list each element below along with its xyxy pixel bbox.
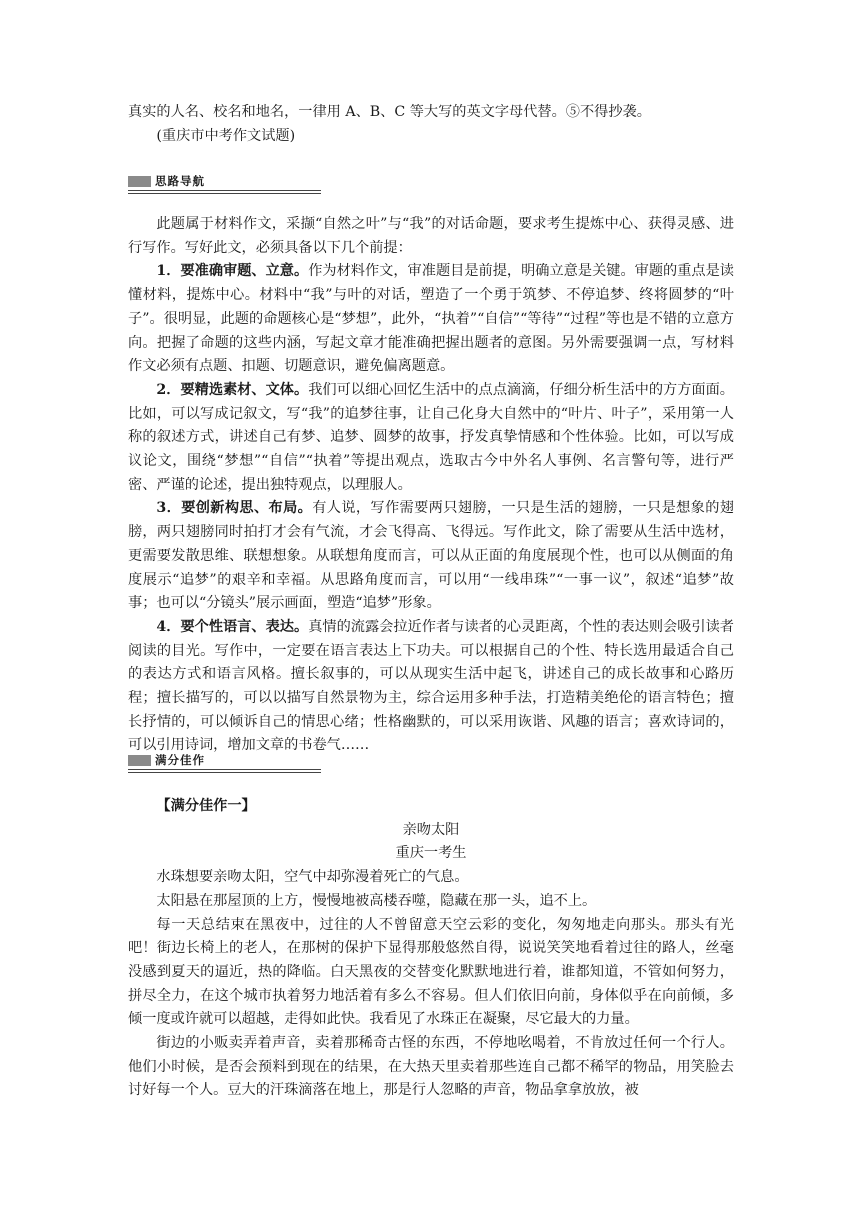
divider — [128, 193, 321, 194]
section-marker — [128, 176, 151, 187]
essay-title: 亲吻太阳 — [402, 821, 460, 838]
intro-source: (重庆市中考作文试题) — [156, 127, 296, 144]
approach-point-2 — [128, 379, 734, 498]
point-title: 4．要个性语言、表达。 — [156, 618, 309, 635]
point-body: 有人说，写作需要两只翅膀，一只是生活的翅膀，一只是想象的翅膀，两只翅膀同时拍打才会有气流，才会飞得高、飞得远。写作此文，除了需要从生活中选材，更需要发散思维、联想想象。从联想角度而言，可以从正面的角度展现个性，也可以从侧面的角度展示“追梦”的艰辛和幸福。从思路角度而言，可以用“一线串珠”“一事一议”，叙述“追梦”故事；也可以“分镜头”展示画面，塑造“追梦”形象。 — [128, 500, 734, 612]
essay-paragraph: 街边的小贩卖弄着声音，卖着那稀奇古怪的东西，不停地吆喝着，不肯放过任何一个行人。他们小时候，是否会预料到现在的结果，在大热天里卖着那些连自己都不稀罕的物品，用笑脸去讨好每一个人。豆大的汗珠滴落在地上，那是行人忽略的声音，物品拿拿放放，被 — [128, 1035, 734, 1099]
section-header-essays — [128, 751, 321, 773]
section-marker — [128, 755, 151, 766]
approach-point-1 — [128, 260, 734, 379]
section-heading: 满分佳作 — [155, 753, 205, 767]
point-title: 1．要准确审题、立意。 — [156, 263, 309, 280]
point-body: 真情的流露会拉近作者与读者的心灵距离，个性的表达则会吸引读者阅读的目光。写作中，一定要在语言表达上下功夫。可以根据自己的个性、特长选用最适合自己的表达方式和语言风格。擅长叙事的，可以从现实生活中起飞，讲述自己的成长故事和心路历程；擅长描写的，可以以描写自然景物为主，综合运用多种手法，打造精美绝伦的语言特色；擅长抒情的，可以倾诉自己的情思心绪；性格幽默的，可以采用诙谐、风趣的语言；喜欢诗词的，可以引用诗词，增加文章的书卷气…… — [128, 618, 734, 754]
essay-paragraph: 每一天总结束在黑夜中，过往的人不曾留意天空云彩的变化，匆匆地走向那头。那头有光吧！街边长椅上的老人，在那树的保护下显得那般悠然自得，说说笑笑地看着过往的路人，丝毫没感到夏天的逼近，热的降临。白天黑夜的交替变化默默地进行着，谁都知道，不管如何努力，拼尽全力，在这个城市执着努力地活着有多么不容易。但人们依旧向前，身体似乎在向前倾，多倾一度或许就可以超越，走得如此快。我看见了水珠正在凝聚，尽它最大的力量。 — [128, 916, 734, 1028]
approach-point-4 — [128, 616, 734, 758]
point-body: 我们可以细心回忆生活中的点点滴滴，仔细分析生活中的方方面面。比如，可以写成记叙文，写“我”的追梦往事，让自己化身大自然中的“叶片、叶子”，采用第一人称的叙述方式，讲述自己有梦、追梦、圆梦的故事，抒发真挚情感和个性体验。比如，可以写成议论文，围绕“梦想”“自信”“执着”等提出观点，选取古今中外名人事例、名言警句等，进行严密、严谨的论述，提出独特观点，以理服人。 — [128, 381, 734, 493]
essay-paragraph: 太阳悬在那屋顶的上方，慢慢地被高楼吞噬，隐藏在那一头，追不上。 — [156, 892, 597, 909]
essay-block — [128, 795, 734, 1103]
point-title: 3．要创新构思、布局。 — [156, 500, 313, 517]
point-body: 作为材料作文，审准题目是前提，明确立意是关键。审题的重点是读懂材料，提炼中心。材料中“我”与叶的对话，塑造了一个勇于筑梦、不停追梦、终将圆梦的“叶子”。很明显，此题的命题核心是“梦想”，此外，“执着”“自信”“等待”“过程”等也是不错的立意方向。把握了命题的这些内涵，写起文章才能准确把握出题者的意图。另外需要强调一点，写材料作文必须有点题、扣题、切题意识，避免偏离题意。 — [128, 263, 734, 375]
essay-paragraph: 水珠想要亲吻太阳，空气中却弥漫着死亡的气息。 — [156, 869, 469, 886]
approach-point-3 — [128, 497, 734, 616]
intro-line: 真实的人名、校名和地名，一律用 A、B、C 等大写的英文字母代替。⑤不得抄袭。 — [128, 104, 651, 120]
divider — [128, 769, 321, 770]
approach-body — [128, 213, 734, 758]
point-title: 2．要精选素材、文体。 — [156, 381, 309, 398]
approach-intro: 此题属于材料作文，采撷“自然之叶”与“我”的对话命题，要求考生提炼中心、获得灵感、进行写作。写好此文，必须具备以下几个前提： — [128, 216, 734, 256]
section-heading: 思路导航 — [155, 174, 205, 188]
section-header-approach — [128, 172, 321, 194]
divider — [128, 772, 321, 773]
divider — [128, 190, 321, 191]
essay-subheading: 【满分佳作一】 — [156, 798, 256, 814]
essay-author: 重庆一考生 — [395, 845, 467, 862]
intro-block — [128, 101, 734, 148]
